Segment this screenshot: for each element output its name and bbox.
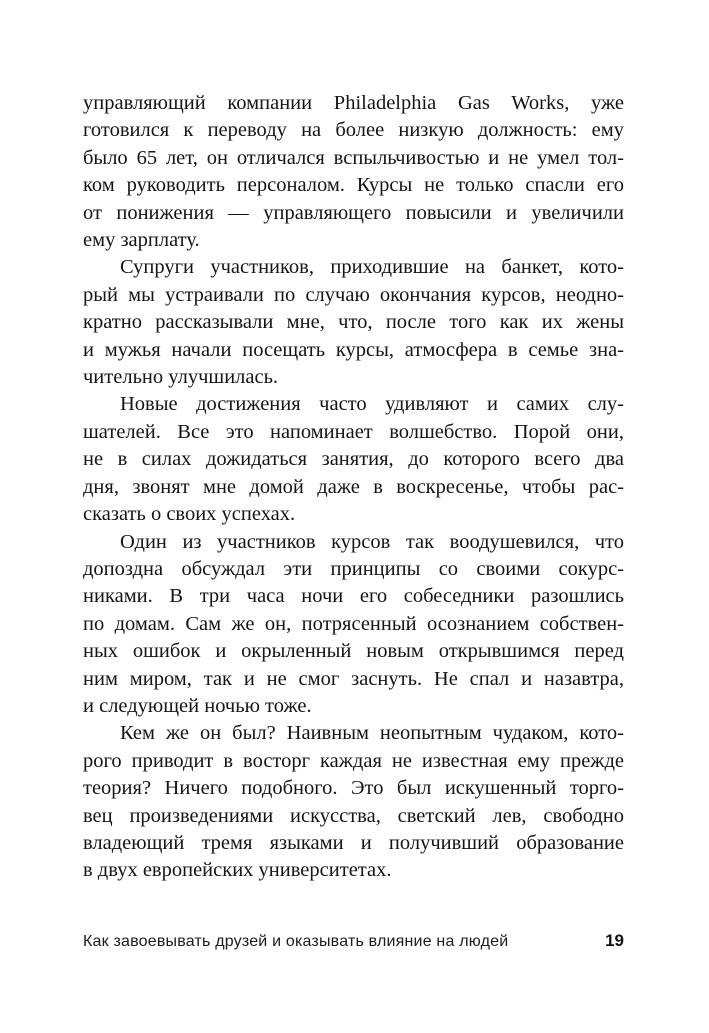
running-title: Как завоевывать друзей и оказывать влияние на людей [83, 933, 509, 950]
text-line: ком руководить персоналом. Курсы не только спасли его [83, 174, 624, 197]
text-line: и мужья начали посещать курсы, атмосфера в семье зна- [83, 338, 624, 361]
text-line: ных ошибок и окрыленный новым открывшимся перед [83, 640, 624, 663]
text-line: готовился к переводу на более низкую должность: ему [83, 119, 624, 142]
text-line: Один из участников курсов так воодушевился, что [120, 530, 624, 553]
text-line: рого приводит в восторг каждая не известная ему прежде [83, 749, 624, 772]
paragraph [83, 391, 624, 528]
paragraph [83, 529, 624, 721]
text-line: Супруги участников, приходившие на банкет, кото- [120, 256, 624, 279]
text-line: дня, звонят мне домой даже в воскресенье, чтобы рас- [83, 475, 624, 498]
text-line: чительно улучшилась. [83, 366, 279, 389]
text-line: не в силах дожидаться занятия, до которого всего два [83, 448, 624, 471]
text-line: владеющий тремя языками и получивший образование [83, 831, 624, 854]
text-line: никами. В три часа ночи его собеседники разошлись [83, 585, 624, 608]
text-line: теория? Ничего подобного. Это был искушенный торго- [83, 777, 624, 800]
text-line: Кем же он был? Наивным неопытным чудаком, кото- [120, 722, 624, 745]
text-line: от понижения — управляющего повысили и увеличили [83, 201, 624, 224]
text-line: по домам. Сам же он, потрясенный осознанием собствен- [83, 612, 624, 635]
text-line: ним миром, так и не смог заснуть. Не спал и назавтра, [83, 667, 624, 690]
text-line: управляющий компании Philadelphia Gas Works, уже [83, 92, 624, 114]
text-line: рый мы устраивали по случаю окончания курсов, неодно- [83, 283, 624, 306]
text-line: допоздна обсуждал эти принципы со своими сокурс- [83, 557, 624, 580]
body-text [83, 90, 624, 885]
text-line: кратно рассказывали мне, что, после того как их жены [83, 311, 624, 334]
text-line: в двух европейских университетах. [83, 859, 392, 882]
text-line: Новые достижения часто удивляют и самих слу- [120, 393, 624, 416]
paragraph [83, 254, 624, 391]
text-line: вец произведениями искусства, светский лев, свободно [83, 804, 624, 827]
text-line: было 65 лет, он отличался вспыльчивостью и не умел тол- [83, 146, 624, 169]
paragraph [83, 90, 624, 254]
page-footer [83, 931, 624, 951]
text-line: ему зарплату. [83, 229, 200, 252]
text-line: сказать о своих успехах. [83, 503, 296, 526]
page-number: 19 [605, 931, 624, 950]
text-line: шателей. Все это напоминает волшебство. Порой они, [83, 420, 624, 443]
text-line: и следующей ночью тоже. [83, 694, 312, 717]
paragraph [83, 720, 624, 884]
